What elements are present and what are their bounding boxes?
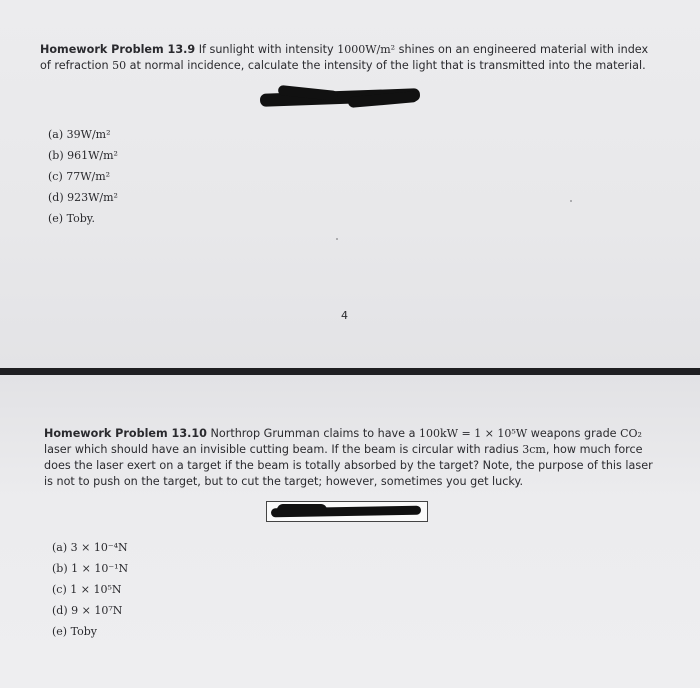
problem-13-10-choices xyxy=(52,537,128,642)
paper-speck xyxy=(336,238,338,240)
paper-speck xyxy=(570,200,572,202)
beam-radius-value: 3cm xyxy=(522,443,546,456)
choice-c: (c) 1 × 10⁵N xyxy=(52,583,122,596)
page-number: 4 xyxy=(341,309,348,322)
choice-e: (e) Toby. xyxy=(48,212,95,225)
laser-power-value: 100kW = 1 × 10⁵W xyxy=(419,427,528,440)
choice-b: (b) 961W/m² xyxy=(48,149,118,162)
choice-c: (c) 77W/m² xyxy=(48,170,111,183)
choice-b: (b) 1 × 10⁻¹N xyxy=(52,562,129,575)
choice-e: (e) Toby xyxy=(52,625,97,638)
redacted-answer-box xyxy=(266,501,428,522)
problem-13-9-statement: Homework Problem 13.9 If sunlight with intensity 1000W/m² shines on an engineered material with index of refraction 50 at normal incidence, calculate the intensity of the light that is transmitted into the material. xyxy=(40,43,649,72)
laser-type: CO₂ xyxy=(620,427,642,440)
intensity-value: 1000W/m² xyxy=(337,43,396,56)
refraction-index-value: 50 xyxy=(112,59,127,72)
choice-a: (a) 3 × 10⁻⁴N xyxy=(52,541,128,554)
choice-d: (d) 9 × 10⁷N xyxy=(52,604,123,617)
problem-13-10-statement: Homework Problem 13.10 Northrop Grumman claims to have a 100kW = 1 × 10⁵W weapons grade CO₂ laser which should have an invisible cutting beam. If the beam is circular with radius 3cm, how much force does the laser exert on a target if the beam is totally absorbed by the target? Note, the purpose of this laser is not to push on the target, but to cut the target; however, sometimes you get lucky. xyxy=(44,427,653,488)
redacted-answer-scribble xyxy=(258,86,424,108)
choice-a: (a) 39W/m² xyxy=(48,128,111,141)
choice-d: (d) 923W/m² xyxy=(48,191,118,204)
problem-13-9-label: Homework Problem 13.9 xyxy=(40,43,196,56)
problem-13-10-label: Homework Problem 13.10 xyxy=(44,427,207,440)
problem-13-9-choices xyxy=(48,124,118,229)
page-divider xyxy=(0,368,700,375)
